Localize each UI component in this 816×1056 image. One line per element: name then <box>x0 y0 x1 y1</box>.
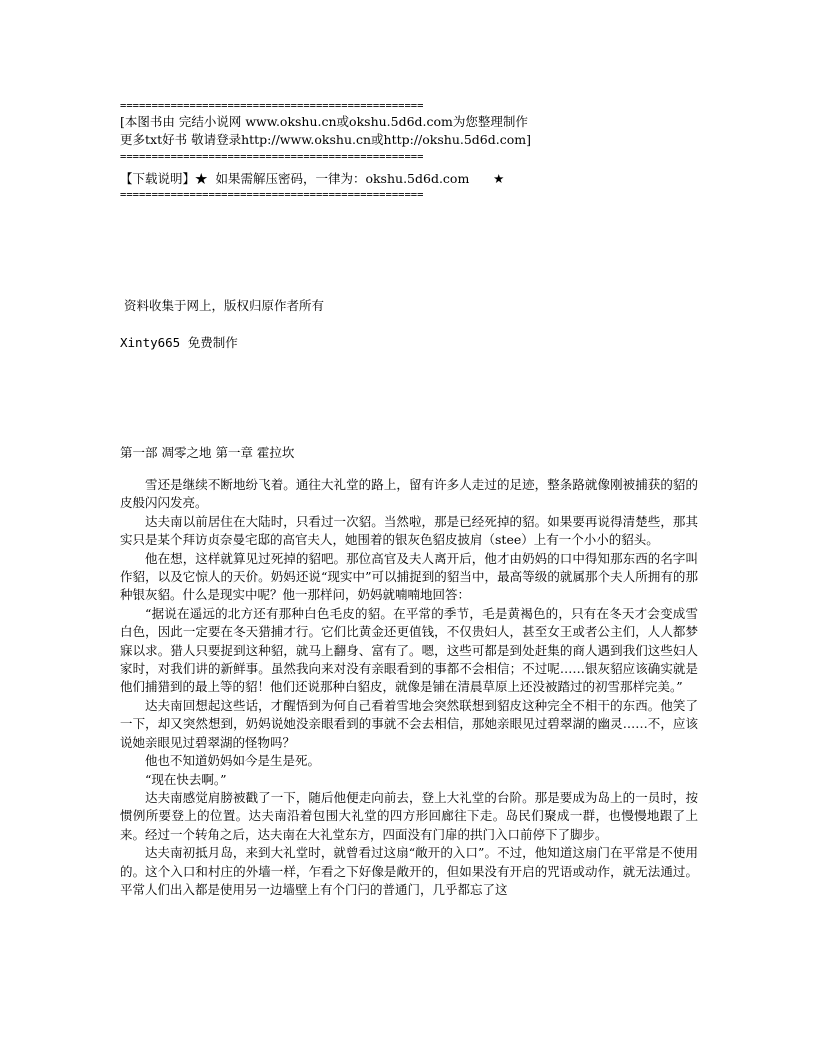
paragraph: 达夫南回想起这些话，才醒悟到为何自己看着雪地会突然联想到貂皮这种完全不相干的东西。他笑了一下，却又突然想到，奶妈说她没亲眼看到的事就不会去相信，那她亲眼见过碧翠湖的幽灵……不，应该说她亲眼见过碧翠湖的怪物吗？ <box>120 697 698 750</box>
paragraph: 雪还是继续不断地纷飞着。通往大礼堂的路上，留有许多人走过的足迹，整条路就像刚被捕获的貂的皮般闪闪发亮。 <box>120 477 698 511</box>
download-note: 【下载说明】★ 如果需解压密码，一律为：okshu.5d6d.com ★ <box>120 171 505 186</box>
paragraph: 达夫南感觉肩膀被戳了一下，随后他便走向前去，登上大礼堂的台阶。那是要成为岛上的一员时，按惯例所要登上的位置。达夫南沿着包围大礼堂的四方形回廊往下走。岛民们聚成一群，也慢慢地跟了上来。经过一个转角之后，达夫南在大礼堂东方，四面没有门扉的拱门入口前停下了脚步。 <box>120 789 698 842</box>
header-line-2: 更多txt好书 敬请登录http://www.okshu.cn或http://okshu.5d6d.com] <box>120 132 531 147</box>
copyright-note: 资料收集于网上，版权归原作者所有 <box>124 298 325 313</box>
paragraph: “据说在遥远的北方还有那种白色毛皮的貂。在平常的季节，毛是黄褐色的，只有在冬天才会变成雪白色，因此一定要在冬天猎捕才行。它们比黄金还更值钱，不仅贵妇人，甚至女王或者公主们，人人都梦寐以求。猎人只要捉到这种貂，就马上翻身、富有了。嗯，这些可都是到处赶集的商人遇到我们这些妇人家时，对我们讲的新鲜事。虽然我向来对没有亲眼看到的事都不会相信；不过呢……银灰貂应该确实就是他们捕猎到的最上等的貂！他们还说那种白貂皮，就像是铺在清晨草原上还没被踏过的初雪那样完美。” <box>120 605 698 695</box>
paragraph: 达夫南以前居住在大陆时，只看过一次貂。当然啦，那是已经死掉的貂。如果要再说得清楚些，那其实只是某个拜访贞奈曼宅邸的高官夫人，她围着的银灰色貂皮披肩（stee）上有一个小小的貂头。 <box>120 513 698 548</box>
paragraph: 他在想，这样就算见过死掉的貂吧。那位高官及夫人离开后，他才由奶妈的口中得知那东西的名字叫作貂，以及它惊人的天价。奶妈还说“现实中”可以捕捉到的貂当中，最高等级的就属那个夫人所拥有的那种银灰貂。什么是现实中呢？他一那样问，奶妈就喃喃地回答： <box>120 550 698 603</box>
chapter-body <box>120 476 698 899</box>
chapter-title: 第一部 凋零之地 第一章 霍拉坎 <box>120 445 295 460</box>
header-line-1: [本图书由 完结小说网 www.okshu.cn或okshu.5d6d.com为您整理制作 <box>120 114 528 129</box>
paragraph: “现在快去啊。” <box>145 771 227 787</box>
header-rule-top: ================================================ <box>120 100 424 112</box>
maker-note: Xinty665 免费制作 <box>120 335 238 350</box>
paragraph: 达夫南初抵月岛，来到大礼堂时，就曾看过这扇“敞开的入口”。不过，他知道这扇门在平常是不使用的。这个入口和村庄的外墙一样，乍看之下好像是敞开的，但如果没有开启的咒语或动作，就无法通过。平常人们出入都是使用另一边墙壁上有个门闩的普通门，几乎都忘了这 <box>120 845 698 897</box>
header-rule-bottom: ================================================ <box>120 189 424 201</box>
paragraph: 他也不知道奶妈如今是生是死。 <box>145 753 321 769</box>
header-rule-mid: ================================================ <box>120 151 424 163</box>
